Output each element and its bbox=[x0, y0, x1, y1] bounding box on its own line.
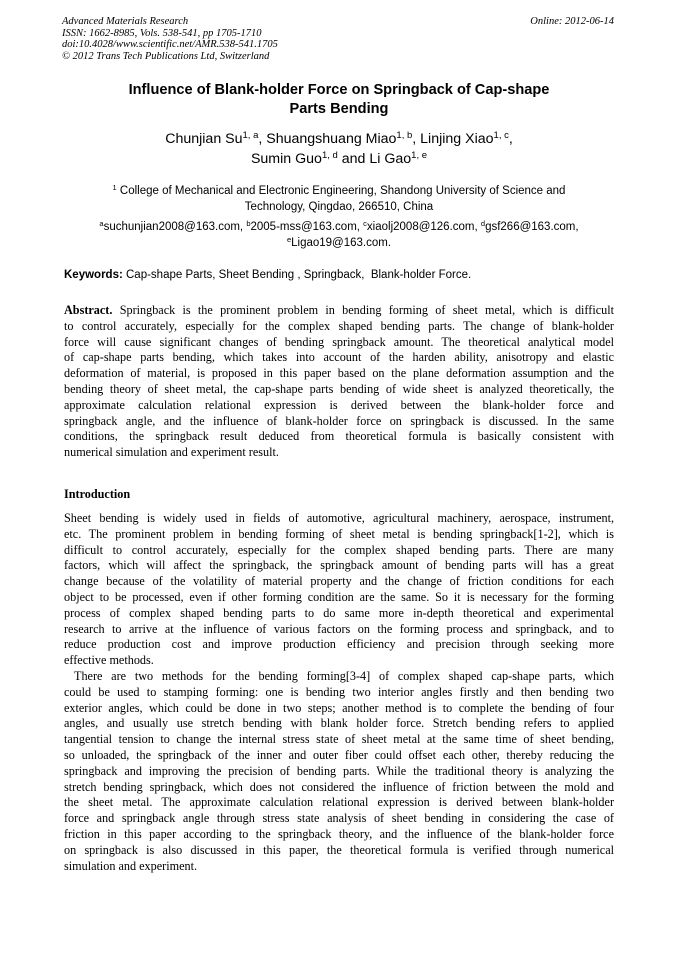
intro-line: object to be processed, even if other forming condition are the same. So it is necessary for the forming bbox=[64, 589, 614, 604]
author-separator: , bbox=[508, 131, 513, 147]
abstract-line: deformation of material, is proposed in this paper based on the plane deformation assumption and the bbox=[64, 366, 614, 381]
affiliation-line: Technology, Qingdao, 266510, China bbox=[244, 201, 434, 213]
author-separator: , bbox=[412, 131, 421, 147]
abstract-line: force will cause significant changes of bending springback amount. The theoretical analytical model bbox=[64, 334, 614, 349]
intro-line: tangential tension to change the internal stress state of sheet metal at the same time of sheet bending, bbox=[64, 732, 614, 747]
intro-line: There are two methods for the bending forming[3-4] of complex shaped cap-shape parts, which bbox=[74, 668, 614, 683]
abstract-label: Abstract. bbox=[64, 303, 113, 317]
journal-name: Advanced Materials Research bbox=[62, 16, 189, 27]
affiliation-text: College of Mechanical and Electronic Engineering, Shandong University of Science and bbox=[116, 185, 566, 197]
intro-line: research to arrive at the influence of various factors on the forming process and springback, and to bbox=[64, 621, 614, 636]
affiliation bbox=[70, 183, 608, 215]
author-separator: and bbox=[337, 151, 370, 167]
keywords-text: Cap-shape Parts, Sheet Bending , Springback, Blank-holder Force. bbox=[122, 269, 472, 281]
author-list bbox=[60, 129, 618, 169]
author-separator: , bbox=[258, 131, 267, 147]
publication-info bbox=[62, 16, 278, 62]
intro-line: etc. The prominent problem in bending forming of sheet metal is bending springback[1-2], which is bbox=[64, 526, 614, 541]
email-address: Ligao19@163.com. bbox=[291, 237, 392, 249]
copyright-line: © 2012 Trans Tech Publications Ltd, Switzerland bbox=[62, 50, 270, 62]
author-line bbox=[60, 149, 618, 169]
intro-line: exterior angles, which could be done in two steps; another method is to complete the bending of four bbox=[64, 700, 614, 715]
email-list bbox=[60, 219, 618, 251]
intro-line: stretch bending springback, which does not considered the influence of friction between the mold and bbox=[64, 779, 614, 794]
keywords-label: Keywords: bbox=[64, 269, 123, 281]
abstract bbox=[64, 303, 614, 461]
intro-line: effective methods. bbox=[64, 653, 154, 668]
intro-line: reduce production cost and improve production efficiency and precision through seeking more bbox=[64, 637, 614, 652]
author-affil-mark: 1, b bbox=[396, 130, 413, 141]
title-line: Influence of Blank-holder Force on Springback of Cap-shape bbox=[128, 82, 550, 98]
email-mark: d bbox=[480, 219, 486, 228]
author-name: Chunjian Su bbox=[165, 131, 243, 147]
abstract-line: bending theory of sheet metal, the cap-shape parts bending of wide sheet is analyzed theoretically, the bbox=[64, 381, 614, 396]
email-mark: b bbox=[246, 219, 251, 228]
intro-line: so unloaded, the springback of the inner and outer fiber could offset each other, thereby reducing the bbox=[64, 747, 614, 762]
author-name: Linjing Xiao bbox=[420, 131, 494, 147]
abstract-line: conditions, the springback result deduced from theoretical formula is basically consistent with bbox=[64, 429, 614, 444]
title-line: Parts Bending bbox=[289, 101, 389, 117]
author-affil-mark: 1, c bbox=[493, 130, 509, 141]
email-address: suchunjian2008@163.com, bbox=[103, 221, 247, 233]
intro-line: friction in this paper according to the springback theory, and the influence of the blank-holder force bbox=[64, 826, 614, 841]
intro-line: the sheet metal. The approximate calculation relational expression is derived between blank-holder bbox=[64, 795, 614, 810]
author-name: Sumin Guo bbox=[250, 151, 322, 167]
author-name: Shuangshuang Miao bbox=[266, 131, 397, 147]
email-address: gsf266@163.com, bbox=[485, 221, 579, 233]
author-name: Li Gao bbox=[369, 151, 412, 167]
intro-line: process of complex shaped bending parts to do same more in-depth theoretical and experimental bbox=[64, 605, 614, 620]
intro-line: force and springback angle through stress state analysis of sheet bending in considering the case of bbox=[64, 811, 614, 826]
paper-title bbox=[90, 81, 588, 119]
intro-line: factors, which will affect the springback, the springback amount of bending parts will has a great bbox=[64, 558, 614, 573]
intro-line: change because of the volatility of material property and the change of friction conditions for each bbox=[64, 574, 614, 589]
affiliation-mark: 1 bbox=[112, 183, 117, 192]
email-mark: e bbox=[286, 235, 292, 244]
online-date: Online: 2012-06-14 bbox=[530, 16, 614, 27]
intro-line: Sheet bending is widely used in fields of automotive, agricultural machinery, aerospace, instrument, bbox=[64, 511, 614, 525]
author-affil-mark: 1, a bbox=[242, 130, 259, 141]
intro-line: angles, and usually use stretch bending with blank holder force. Stretch bending refers to applied bbox=[64, 716, 614, 731]
abstract-line: of cap-shape parts bending, which takes into account of the harden ability, anisotropy and elastic bbox=[64, 350, 614, 365]
email-address: 2005-mss@163.com, bbox=[250, 221, 364, 233]
email-mark: c bbox=[363, 219, 367, 228]
abstract-text: Springback is the prominent problem in bending forming of sheet metal, which is difficult bbox=[112, 303, 614, 317]
author-line bbox=[60, 129, 618, 149]
affiliation-line bbox=[70, 183, 608, 199]
section-heading-introduction: Introduction bbox=[64, 487, 131, 501]
doi-line: doi:10.4028/www.scientific.net/AMR.538-541.1705 bbox=[62, 39, 278, 50]
email-address: xiaolj2008@126.com, bbox=[366, 221, 481, 233]
intro-line: difficult to control accurately, especially for the complex shaped bending parts. There are many bbox=[64, 542, 614, 557]
abstract-line: to control accurately, especially for the complex shaped bending parts. The change of blank-holder bbox=[64, 318, 614, 333]
issn-line: ISSN: 1662-8985, Vols. 538-541, pp 1705-1710 bbox=[62, 27, 262, 39]
abstract-line: approximate calculation relational expression is derived between the blank-holder force and bbox=[64, 397, 614, 412]
intro-line: on springback is also discussed in this paper, the theoretical formula is verified through numerical bbox=[64, 842, 614, 857]
abstract-line: springback angle, and the influence of blank-holder force on springback is discussed. In the same bbox=[64, 413, 614, 428]
intro-line: simulation and experiment. bbox=[64, 858, 198, 873]
abstract-line: numerical simulation and experiment result. bbox=[64, 445, 279, 460]
email-line bbox=[60, 235, 618, 251]
intro-line: springback and improving the precision of bending parts. While the traditional theory is analyzing the bbox=[64, 763, 614, 778]
email-line bbox=[60, 219, 618, 235]
author-affil-mark: 1, e bbox=[411, 150, 428, 161]
introduction-body bbox=[64, 511, 614, 874]
keywords bbox=[64, 268, 614, 283]
abstract-line bbox=[64, 303, 614, 319]
email-mark: a bbox=[99, 219, 104, 228]
author-affil-mark: 1, d bbox=[321, 150, 338, 161]
intro-line: could be used to stamping forming: one is bending two interior angles firstly and then bending two bbox=[64, 684, 614, 699]
